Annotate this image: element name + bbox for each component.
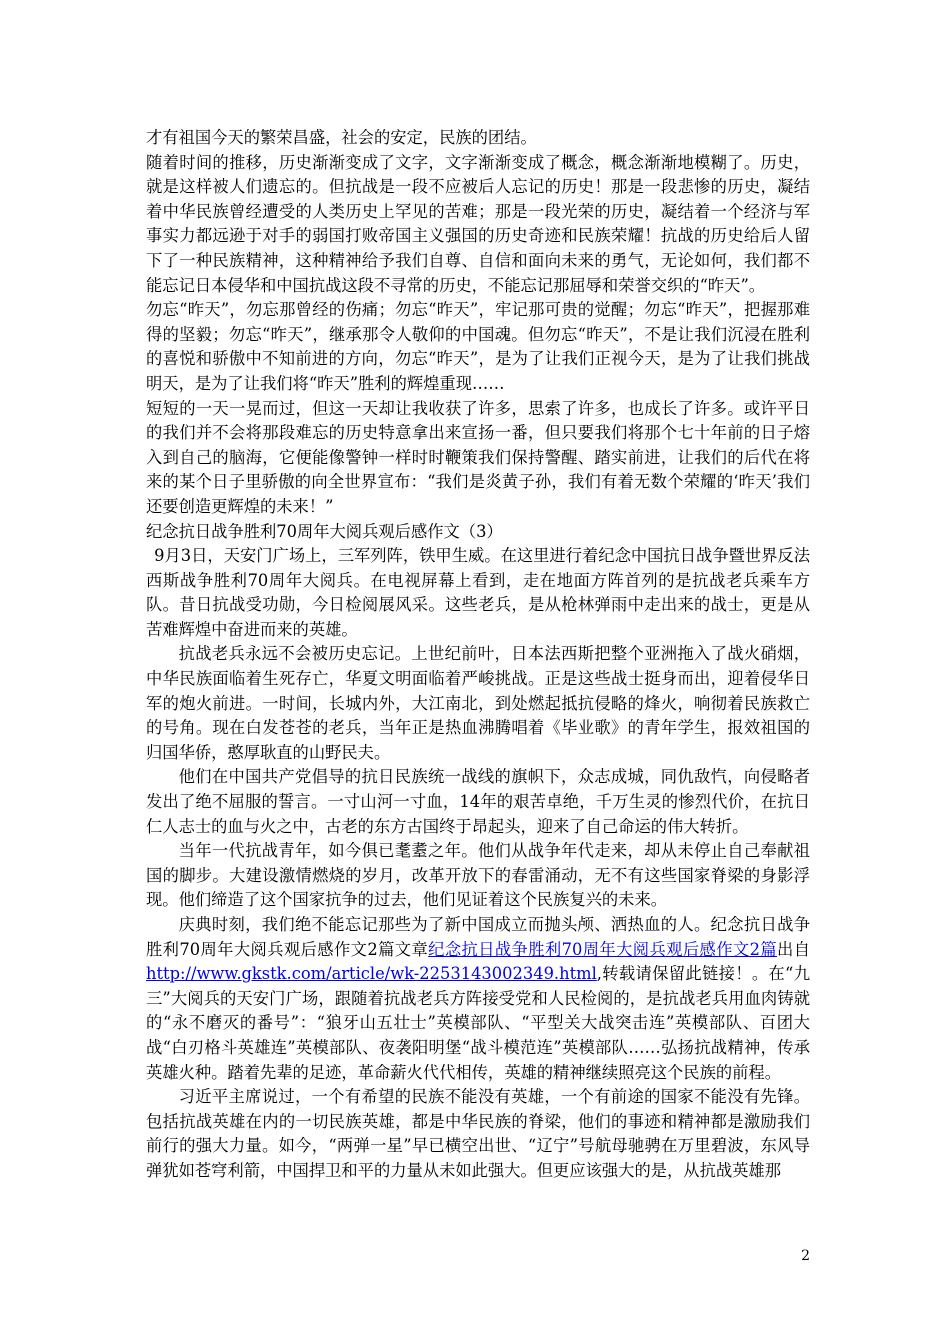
paragraph: 9月3日，天安门广场上，三军列阵，铁甲生威。在这里进行着纪念中国抗日战争暨世界反法西斯战争胜利70周年大阅兵。在电视屏幕上看到，走在地面方阵首列的是抗战老兵乘车方队。昔日抗战受功勋，今日检阅展风采。这些老兵，是从枪林弹雨中走出来的战士，更是从苦难辉煌中奋进而来的英雄。: [146, 546, 810, 639]
paragraph-text: ,转载请保留此链接！。在“九三”大阅兵的天安门广场，跟随着抗战老兵方阵接受党和人民检阅的，是抗战老兵用血肉铸就的“永不磨灭的番号”：“狼牙山五壮士”英模部队、“平型关大战突击连”英模部队、百团大战“白刃格斗英雄连”英模部队、夜袭阳明堡“战斗模范连”英模部队……弘扬抗战精神，传承英雄火种。踏着先辈的足迹，革命薪火代代相传，英雄的精神继续照亮这个民族的前程。: [146, 964, 810, 1082]
paragraph-text: 庆典时刻，我们绝不能忘记那些为了新中国成立而抛头颅、洒热血的人。纪念抗日战争胜利70周年大阅兵观后感作文2篇文章: [146, 915, 810, 959]
article-title-link[interactable]: 纪念抗日战争胜利70周年大阅兵观后感作文2篇: [428, 939, 778, 959]
paragraph: 抗战老兵永远不会被历史忘记。上世纪前叶，日本法西斯把整个亚洲拖入了战火硝烟，中华民族面临着生死存亡，华夏文明面临着严峻挑战。正是这些战士挺身而出，迎着侵华日军的炮火前进。一时间，长城内外，大江南北，到处燃起抵抗侵略的烽火，响彻着民族救亡的号角。现在白发苍苍的老兵，当年正是热血沸腾唱着《毕业歌》的青年学生，报效祖国的归国华侨，憨厚耿直的山野民夫。: [146, 644, 810, 762]
paragraph: 才有祖国今天的繁荣昌盛，社会的安定，民族的团结。: [146, 128, 537, 147]
paragraph-text: 出自: [777, 939, 810, 959]
paragraph: 他们在中国共产党倡导的抗日民族统一战线的旗帜下，众志成城，同仇敌忾，向侵略者发出了绝不屈服的誓言。一寸山河一寸血，14年的艰苦卓绝，千万生灵的惨烈代价，在抗日仁人志士的血与火之中，古老的东方古国终于昂起头，迎来了自己命运的伟大转折。: [146, 767, 810, 836]
paragraph: 习近平主席说过，一个有希望的民族不能没有英雄，一个有前途的国家不能没有先锋。包括抗战英雄在内的一切民族英雄，都是中华民族的脊梁，他们的事迹和精神都是激励我们前行的强大力量。如今，“两弹一星”早已横空出世、“辽宁”号航母驰骋在万里碧波，东风导弹犹如苍穹利箭，中国捍卫和平的力量从未如此强大。但更应该强大的是，从抗战英雄那: [146, 1087, 810, 1180]
paragraph: 随着时间的推移，历史渐渐变成了文字，文字渐渐变成了概念，概念渐渐地模糊了。历史，就是这样被人们遗忘的。但抗战是一段不应被后人忘记的历史！那是一段悲惨的历史，凝结着中华民族曾经遭受的人类历史上罕见的苦难；那是一段光荣的历史，凝结着一个经济与军事实力都远逊于对手的弱国打败帝国主义强国的历史奇迹和民族荣耀！抗战的历史给后人留下了一种民族精神，这种精神给予我们自尊、自信和面向未来的勇气，无论如何，我们都不能忘记日本侵华和中国抗战这段不寻常的历史，不能忘记那屈辱和荣誉交织的“昨天”。: [146, 152, 810, 295]
paragraph-with-links: [146, 913, 810, 1085]
section-title: 纪念抗日战争胜利70周年大阅兵观后感作文（3）: [146, 521, 503, 541]
document-body: [146, 126, 810, 1184]
paragraph: 当年一代抗战青年，如今俱已耄耋之年。他们从战争年代走来，却从未停止自己奉献祖国的脚步。大建设激情燃烧的岁月，改革开放下的春雷涌动，无不有这些国家脊梁的身影浮现。他们缔造了这个国家抗争的过去，他们见证着这个民族复兴的未来。: [146, 841, 810, 910]
page-number: 2: [801, 1248, 810, 1264]
article-url-link[interactable]: http://www.gkstk.com/article/wk-2253143002349.html: [146, 964, 597, 984]
paragraph: 勿忘“昨天”，勿忘那曾经的伤痛；勿忘“昨天”，牢记那可贵的觉醒；勿忘“昨天”，把握那难得的坚毅；勿忘“昨天”，继承那令人敬仰的中国魂。但勿忘“昨天”，不是让我们沉浸在胜利的喜悦和骄傲中不知前进的方向，勿忘“昨天”，是为了让我们正视今天，是为了让我们挑战明天，是为了让我们将“昨天”胜利的辉煌重现……: [146, 300, 810, 393]
paragraph: 短短的一天一晃而过，但这一天却让我收获了许多，思索了许多，也成长了许多。或许平日的我们并不会将那段难忘的历史特意拿出来宣扬一番，但只要我们将那个七十年前的日子熔入到自己的脑海，它便能像警钟一样时时鞭策我们保持警醒、踏实前进，让我们的后代在将来的某个日子里骄傲的向全世界宣布：“我们是炎黄子孙，我们有着无数个荣耀的‘昨天’我们还要创造更辉煌的未来！”: [146, 398, 810, 516]
